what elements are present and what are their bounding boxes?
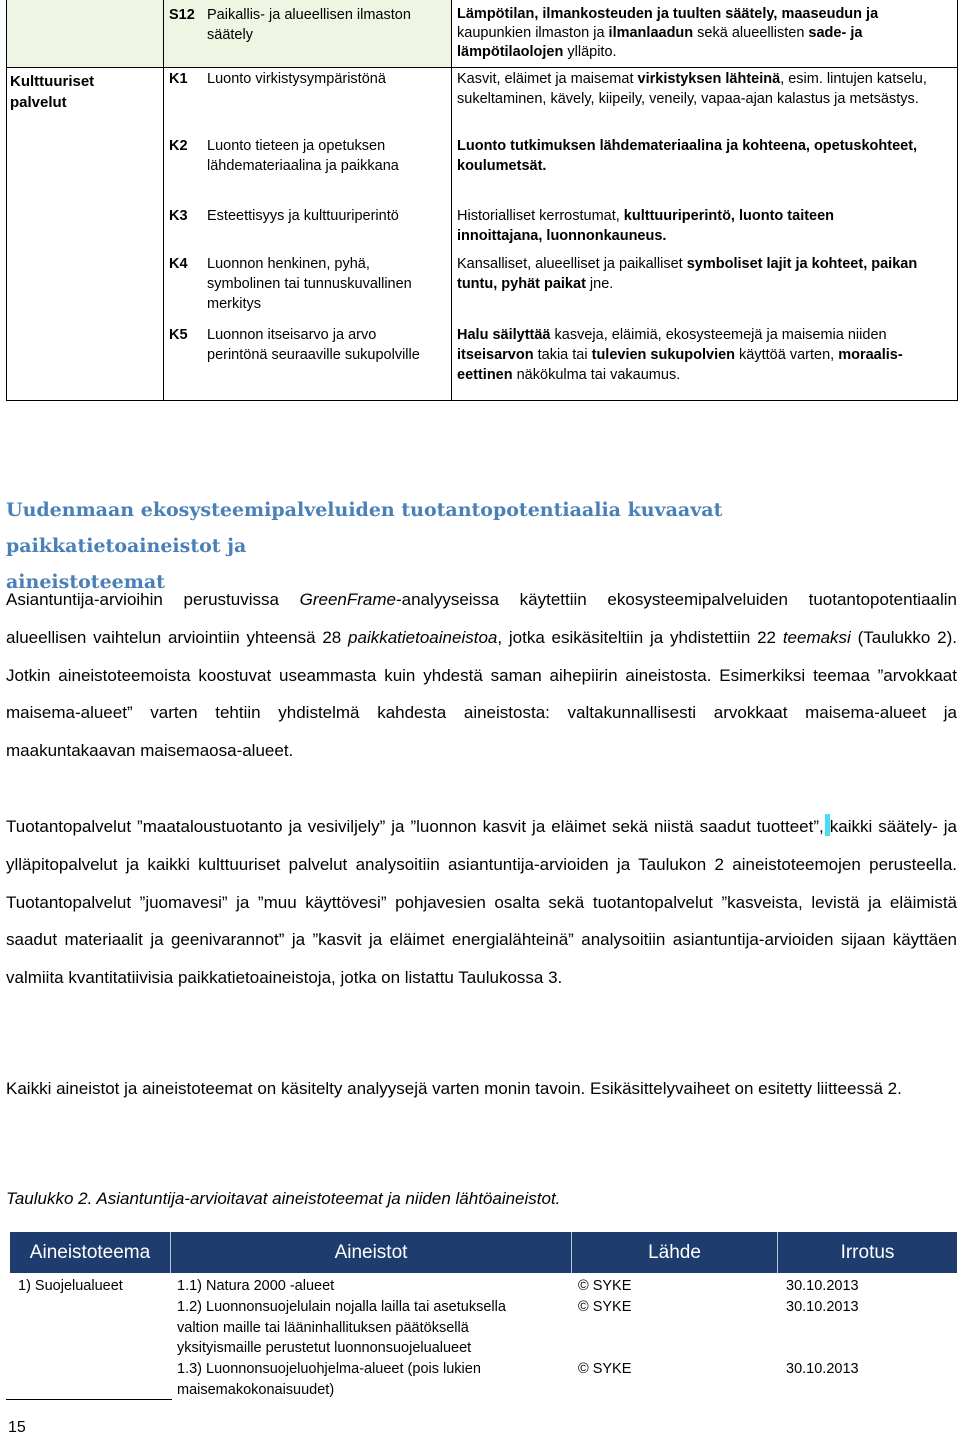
header-lahde: Lähde	[648, 1242, 701, 1263]
row-name-k2: Luonto tieteen ja opetuksen lähdemateriaalina ja paikkana	[207, 138, 399, 174]
row-code-s12: S12	[169, 7, 195, 23]
table-row-dataset: 1.1) Natura 2000 -alueet	[177, 1278, 335, 1294]
table-row-date: 30.10.2013	[786, 1299, 859, 1315]
table-row-dataset: 1.3) Luonnonsuojeluohjelma-alueet (pois lukien maisemakokonaisuudet)	[177, 1361, 481, 1398]
row-name-s12: Paikallis- ja alueellisen ilmaston säätely	[207, 7, 411, 43]
row-name-k1: Luonto virkistysympäristönä	[207, 71, 386, 87]
row-desc-k2: Luonto tutkimuksen lähdemateriaalina ja kohteena, opetuskohteet, koulumetsät.	[457, 138, 918, 174]
section-heading: Uudenmaan ekosysteemipalveluiden tuotantopotentiaalia kuvaavat paikkatietoaineistot ja aineistoteemat	[6, 499, 723, 593]
services-table	[6, 0, 958, 401]
row-code-k2: K2	[169, 138, 188, 154]
footnote-separator	[6, 1399, 172, 1400]
row-code-k4: K4	[169, 256, 188, 272]
row-code-k5: K5	[169, 327, 188, 343]
table-header	[10, 1232, 957, 1273]
table-row-theme: 1) Suojelualueet	[18, 1278, 123, 1294]
header-aineistot: Aineistot	[334, 1242, 408, 1263]
header-aineistoteema: Aineistoteema	[29, 1242, 151, 1263]
table-row-date: 30.10.2013	[786, 1278, 859, 1294]
row-name-k5: Luonnon itseisarvo ja arvo perintönä seuraaville sukupolville	[207, 327, 420, 363]
category-cell-background	[6, 0, 163, 67]
table-row-source: © SYKE	[578, 1361, 632, 1377]
page-number: 15	[8, 1419, 26, 1436]
row-desc-s12: Lämpötilan, ilmankosteuden ja tuulten säätely, maaseudun ja kaupunkien ilmaston ja ilmanlaadun sekä alueellisten sade- ja lämpötilaolojen ylläpito.	[457, 6, 879, 60]
table-row-source: © SYKE	[578, 1278, 632, 1294]
paragraph-2: Tuotantopalvelut ”maataloustuotanto ja vesiviljely” ja ”luonnon kasvit ja eläimet sekä niistä saadut tuotteet”, kaikki säätely- ja ylläpitopalvelut ja kaikki kulttuuriset palvelut analysoitiin asiantuntija-arvioiden ja Taulukon 2 aineistoteemojen perusteella. Tuotantopalvelut ”juomavesi” ja ”muu käyttövesi” pohjavesien osalta sekä tuotantopalvelut ”kasveista, levistä ja eläimistä saadut materiaalit ja geenivarannot” ja ”kasvit ja eläimet energialähteinä” analysoitiin asiantuntija-arvioiden sijaan käyttäen valmiita kvantitatiivisia paikkatietoaineistoja, jotka on listattu Taulukossa 3.	[6, 808, 957, 997]
table-row-source: © SYKE	[578, 1299, 632, 1315]
paragraph-1: Asiantuntija-arvioihin perustuvissa GreenFrame-analyyseissa käytettiin ekosysteemipalveluiden tuotantopotentiaalin alueellisen vaihtelun arviointiin yhteensä 28 paikkatietoaineistoa, jotka esikäsiteltiin ja yhdistettiin 22 teemaksi (Taulukko 2). Jotkin aineistoteemoista koostuvat useammasta kuin yhdestä saman aihepiirin aineistosta. Esimerkiksi teemaa ”arvokkaat maisema-alueet” varten tehtiin yhdistelmä kahdesta aineistosta: valtakunnallisesti arvokkaat maisema-alueet ja maakuntakaavan maisemaosa-alueet.	[6, 590, 958, 761]
header-irrotus: Irrotus	[840, 1242, 895, 1263]
row-code-k3: K3	[169, 208, 188, 224]
row-name-k4: Luonnon henkinen, pyhä, symbolinen tai tunnuskuvallinen merkitys	[207, 256, 412, 312]
row-desc-k1: Kasvit, eläimet ja maisemat virkistyksen lähteinä, esim. lintujen katselu, sukeltaminen, kävely, kiipeily, veneily, vapaa-ajan kalastus ja metsästys.	[457, 71, 927, 107]
row-desc-k5: Halu säilyttää kasveja, eläimiä, ekosysteemejä ja maisemia niiden itseisarvon takia tai tulevien sukupolvien käyttöä varten, moraalis- eettinen näkökulma tai vakaumus.	[457, 327, 903, 383]
category-label: Kulttuuriset palvelut	[10, 73, 95, 111]
row-desc-k4: Kansalliset, alueelliset ja paikalliset symboliset lajit ja kohteet, paikan tuntu, pyhät paikat jne.	[457, 256, 918, 292]
row-desc-k3: Historialliset kerrostumat, kulttuuriperintö, luonto taiteen innoittajana, luonnonkauneus.	[457, 208, 835, 244]
row-code-k1: K1	[169, 71, 188, 87]
table-row-dataset: 1.2) Luonnonsuojelulain nojalla lailla tai asetuksella valtion maille tai lääninhallituksen päätöksellä yksityismaille perustetut luonnonsuojelualueet	[177, 1299, 506, 1356]
table-caption: Taulukko 2. Asiantuntija-arvioitavat aineistoteemat ja niiden lähtöaineistot.	[6, 1189, 561, 1208]
table-row-date: 30.10.2013	[786, 1361, 859, 1377]
paragraph-3: Kaikki aineistot ja aineistoteemat on käsitelty analyysejä varten monin tavoin. Esikäsittelyvaiheet on esitetty liitteessä 2.	[6, 1079, 902, 1098]
row-name-k3: Esteettisyys ja kulttuuriperintö	[207, 208, 399, 224]
